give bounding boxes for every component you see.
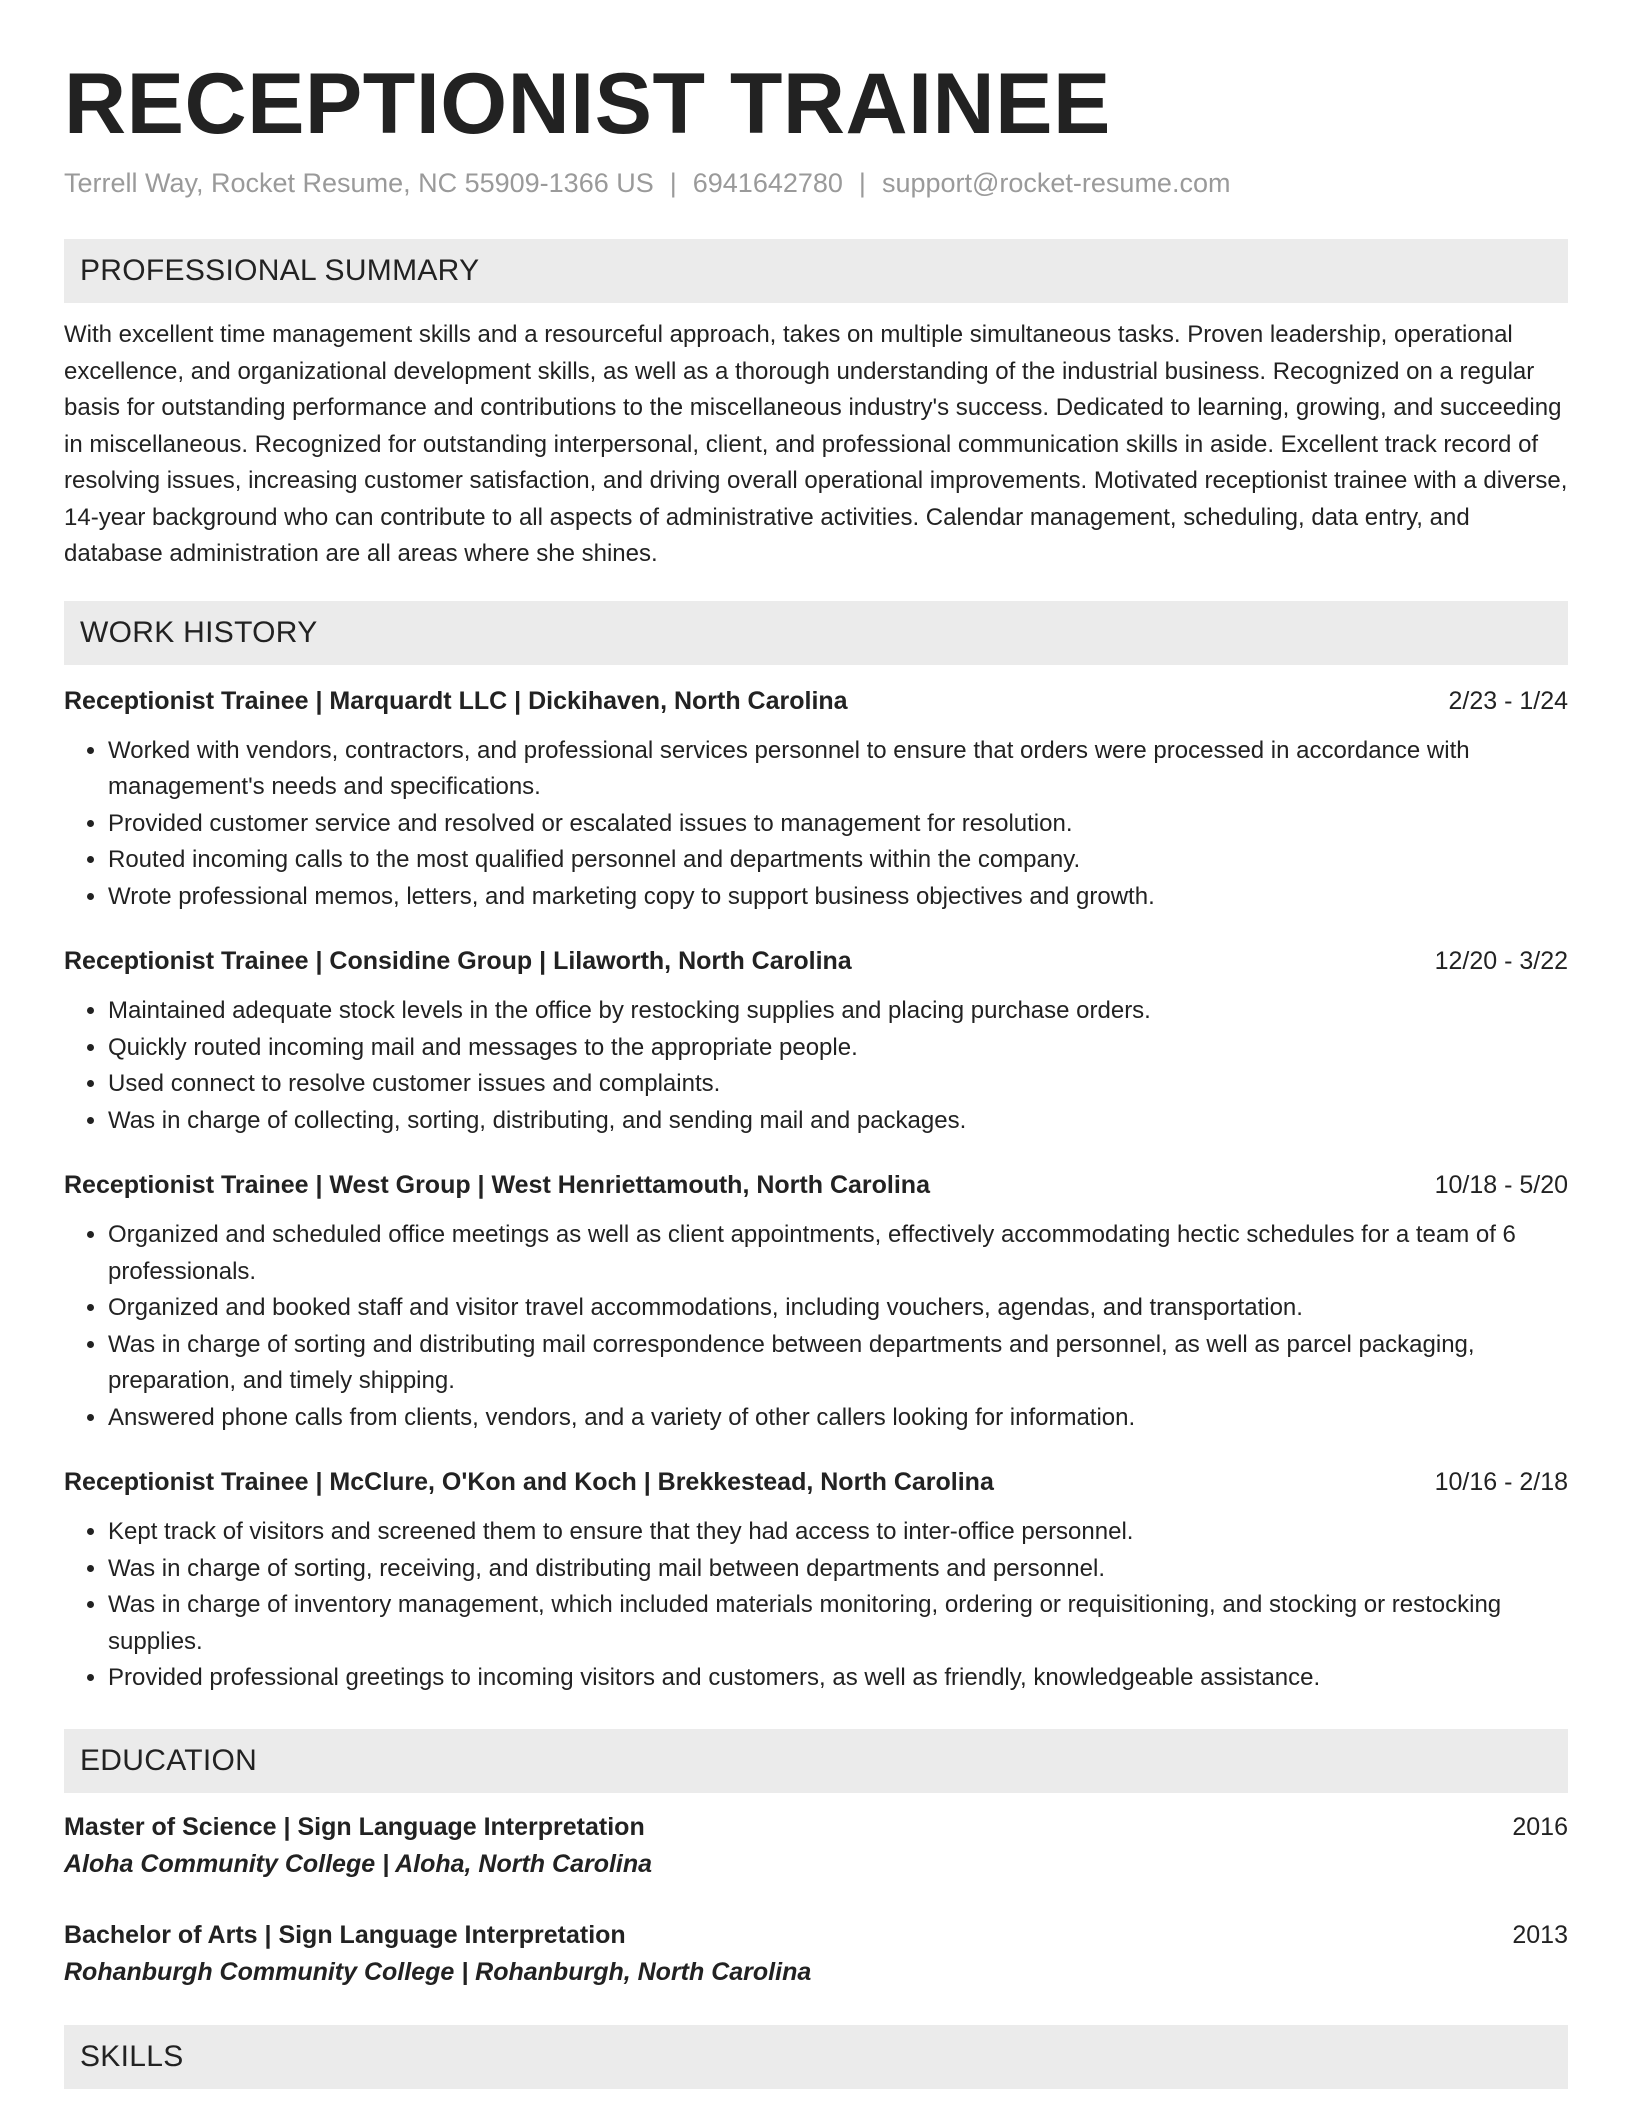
job-bullet: • Wrote professional memos, letters, and marketing copy to support business objectives and growth. — [108, 879, 1568, 916]
job-bullet: • Was in charge of collecting, sorting, distributing, and sending mail and packages. — [108, 1103, 1568, 1140]
job-bullet: • Answered phone calls from clients, vendors, and a variety of other callers looking for information. — [108, 1400, 1568, 1437]
job-bullet: • Was in charge of sorting and distributing mail correspondence between departments and personnel, as well as parcel packaging, preparation, and timely shipping. — [108, 1327, 1568, 1400]
job-bullet: • Maintained adequate stock levels in the office by restocking supplies and placing purchase orders. — [108, 993, 1568, 1030]
contact-separator: | — [669, 168, 677, 198]
education-school: Rohanburgh Community College | Rohanburgh, North Carolina — [64, 1957, 812, 1986]
skills-heading — [64, 2025, 1568, 2089]
job-entry — [64, 683, 1568, 916]
skills-heading-text: SKILLS — [80, 2039, 184, 2073]
education-year: 2016 — [1512, 1812, 1568, 1841]
job-dates: 12/20 - 3/22 — [1434, 947, 1568, 975]
job-entry — [64, 1464, 1568, 1697]
work-history-heading-text: WORK HISTORY — [80, 615, 318, 649]
education-degree: Bachelor of Arts | Sign Language Interpretation — [64, 1920, 626, 1949]
job-bullet: • Provided customer service and resolved or escalated issues to management for resolution. — [108, 806, 1568, 843]
summary-text: With excellent time management skills and a resourceful approach, takes on multiple simultaneous tasks. Proven leadership, operational excellence, and organizational development skills, as well as a thorough understanding of the industrial business. Recognized on a regular basis for outstanding performance and contributions to the miscellaneous industry's success. Dedicated to learning, growing, and succeeding in miscellaneous. Recognized for outstanding interpersonal, client, and professional communication skills in aside. Excellent track record of resolving issues, increasing customer satisfaction, and driving overall operational improvements. Motivated receptionist trainee with a diverse, 14-year background who can contribute to all aspects of administrative activities. Calendar management, scheduling, data entry, and database administration are all areas where she shines. — [64, 321, 1568, 567]
work-history-heading — [64, 601, 1568, 665]
job-dates: 10/18 - 5/20 — [1434, 1171, 1568, 1199]
job-bullet: • Used connect to resolve customer issues and complaints. — [108, 1066, 1568, 1103]
job-dates: 2/23 - 1/24 — [1448, 686, 1568, 715]
job-bullet: • Kept track of visitors and screened them to ensure that they had access to inter-office personnel. — [108, 1514, 1568, 1551]
job-bullet: • Was in charge of sorting, receiving, and distributing mail between departments and personnel. — [108, 1551, 1568, 1588]
contact-phone: 6941642780 — [692, 168, 843, 198]
education-school: Aloha Community College | Aloha, North Carolina — [64, 1849, 653, 1878]
job-bullet: • Worked with vendors, contractors, and professional services personnel to ensure that orders were processed in accordance with management's needs and specifications. — [108, 733, 1568, 806]
education-entry — [64, 1809, 1568, 1883]
job-entry — [64, 1167, 1568, 1436]
job-bullet: • Organized and booked staff and visitor travel accommodations, including vouchers, agendas, and transportation. — [108, 1290, 1568, 1327]
education-year: 2013 — [1512, 1920, 1568, 1949]
summary-heading-text: PROFESSIONAL SUMMARY — [80, 254, 480, 287]
job-bullet: • Routed incoming calls to the most qualified personnel and departments within the company. — [108, 842, 1568, 879]
job-bullets — [64, 1514, 1568, 1697]
education-heading — [64, 1729, 1568, 1793]
education-heading-text: EDUCATION — [80, 1743, 258, 1777]
contact-separator: | — [858, 168, 866, 198]
job-title: Receptionist Trainee | Marquardt LLC | Dickihaven, North Carolina — [64, 686, 848, 715]
contact-address: Terrell Way, Rocket Resume, NC 55909-1366 US — [64, 168, 654, 198]
job-title: Receptionist Trainee | West Group | West Henriettamouth, North Carolina — [64, 1171, 930, 1199]
job-bullets — [64, 1217, 1568, 1436]
job-title: Receptionist Trainee | Considine Group | Lilaworth, North Carolina — [64, 947, 852, 975]
job-bullet: • Quickly routed incoming mail and messages to the appropriate people. — [108, 1030, 1568, 1067]
summary-heading — [64, 239, 1568, 303]
job-bullets — [64, 733, 1568, 916]
contact-line — [64, 166, 1568, 200]
job-bullet: • Was in charge of inventory management, which included materials monitoring, ordering or requisitioning, and stocking or restocking supplies. — [108, 1587, 1568, 1660]
education-degree: Master of Science | Sign Language Interpretation — [64, 1812, 645, 1841]
education-entry — [64, 1917, 1568, 1991]
resume-name: RECEPTIONIST TRAINEE — [64, 56, 1111, 152]
job-bullets — [64, 993, 1568, 1139]
job-bullet: • Provided professional greetings to incoming visitors and customers, as well as friendly, knowledgeable assistance. — [108, 1660, 1568, 1697]
job-dates: 10/16 - 2/18 — [1434, 1468, 1568, 1496]
job-entry — [64, 943, 1568, 1139]
contact-email: support@rocket-resume.com — [881, 168, 1231, 198]
job-bullet: • Organized and scheduled office meetings as well as client appointments, effectively accommodating hectic schedules for a team of 6 professionals. — [108, 1217, 1568, 1290]
job-title: Receptionist Trainee | McClure, O'Kon and Koch | Brekkestead, North Carolina — [64, 1468, 994, 1496]
